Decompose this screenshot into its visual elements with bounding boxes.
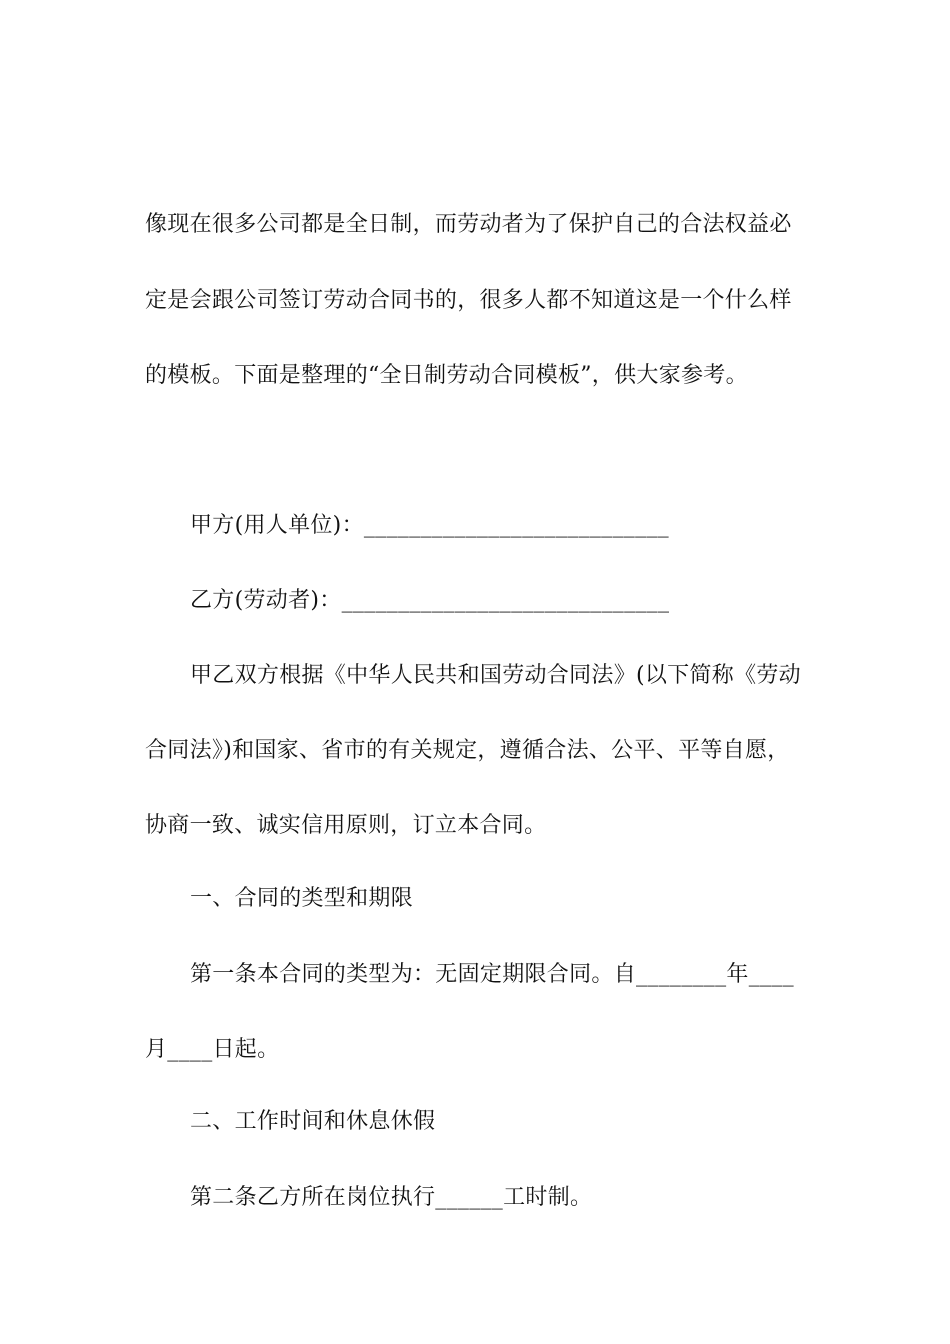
party-b-line: 乙方(劳动者)：_____________________________ [190,588,670,613]
preamble-line-1: 甲乙双方根据《中华人民共和国劳动合同法》(以下简称《劳动 [190,663,801,688]
article-1-line-2: 月____日起。 [145,1037,280,1062]
party-a-line: 甲方(用人单位)：___________________________ [190,513,669,538]
preamble-line-3: 协商一致、诚实信用原则，订立本合同。 [145,813,547,838]
section-1-heading: 一、合同的类型和期限 [190,886,414,911]
intro-line-2: 定是会跟公司签订劳动合同书的，很多人都不知道这是一个什么样 [145,288,792,313]
intro-line-1: 像现在很多公司都是全日制，而劳动者为了保护自己的合法权益必 [145,212,792,237]
article-2-line: 第二条乙方所在岗位执行______工时制。 [190,1185,593,1210]
section-2-heading: 二、工作时间和休息休假 [190,1109,436,1134]
preamble-line-2: 合同法》)和国家、省市的有关规定，遵循合法、公平、平等自愿， [145,738,790,763]
article-1-line-1: 第一条本合同的类型为：无固定期限合同。自________年____ [190,962,794,987]
intro-line-3: 的模板。下面是整理的“全日制劳动合同模板”，供大家参考。 [145,363,748,388]
